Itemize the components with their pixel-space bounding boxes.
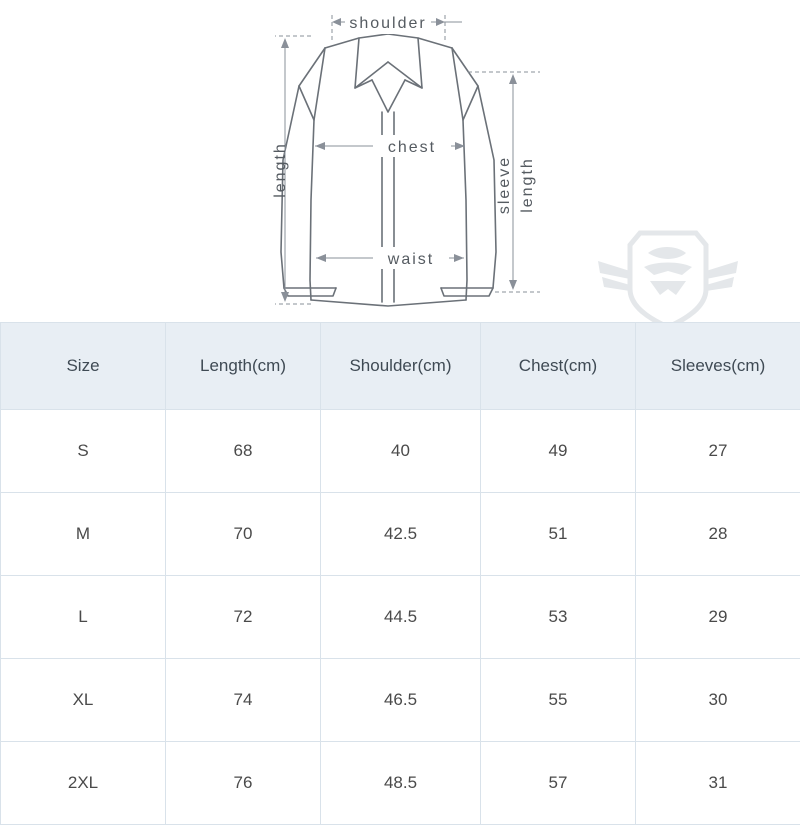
cell-chest: 53 <box>481 576 636 659</box>
cell-size: M <box>1 493 166 576</box>
label-sleeve-length: length <box>519 157 536 213</box>
label-shoulder: shoulder <box>349 15 426 32</box>
cell-size: 2XL <box>1 742 166 825</box>
size-table-body <box>1 410 800 825</box>
cell-sleeves: 30 <box>636 659 800 742</box>
cell-shoulder: 48.5 <box>321 742 481 825</box>
shirt-diagram-svg <box>0 0 800 322</box>
cell-size: L <box>1 576 166 659</box>
cell-length: 68 <box>166 410 321 493</box>
cell-sleeves: 27 <box>636 410 800 493</box>
cell-shoulder: 42.5 <box>321 493 481 576</box>
table-row <box>1 410 800 493</box>
garment-measurement-diagram <box>0 0 800 322</box>
cell-chest: 55 <box>481 659 636 742</box>
cell-length: 74 <box>166 659 321 742</box>
label-sleeve: sleeve <box>496 156 513 214</box>
cell-sleeves: 28 <box>636 493 800 576</box>
cell-length: 76 <box>166 742 321 825</box>
column-header-shoulder: Shoulder(cm) <box>321 323 481 410</box>
size-table-head <box>1 323 800 410</box>
size-table <box>0 322 800 825</box>
column-header-sleeves: Sleeves(cm) <box>636 323 800 410</box>
cell-chest: 49 <box>481 410 636 493</box>
cell-shoulder: 44.5 <box>321 576 481 659</box>
label-waist: waist <box>387 251 434 268</box>
cell-shoulder: 46.5 <box>321 659 481 742</box>
column-header-length: Length(cm) <box>166 323 321 410</box>
table-header-row <box>1 323 800 410</box>
table-row <box>1 576 800 659</box>
cell-size: S <box>1 410 166 493</box>
cell-length: 70 <box>166 493 321 576</box>
column-header-chest: Chest(cm) <box>481 323 636 410</box>
cell-size: XL <box>1 659 166 742</box>
cell-sleeves: 29 <box>636 576 800 659</box>
label-chest: chest <box>388 139 436 156</box>
cell-shoulder: 40 <box>321 410 481 493</box>
cell-chest: 51 <box>481 493 636 576</box>
column-header-size: Size <box>1 323 166 410</box>
table-row <box>1 659 800 742</box>
table-row <box>1 742 800 825</box>
cell-sleeves: 31 <box>636 742 800 825</box>
table-row <box>1 493 800 576</box>
cell-chest: 57 <box>481 742 636 825</box>
label-length: length <box>272 142 289 198</box>
cell-length: 72 <box>166 576 321 659</box>
